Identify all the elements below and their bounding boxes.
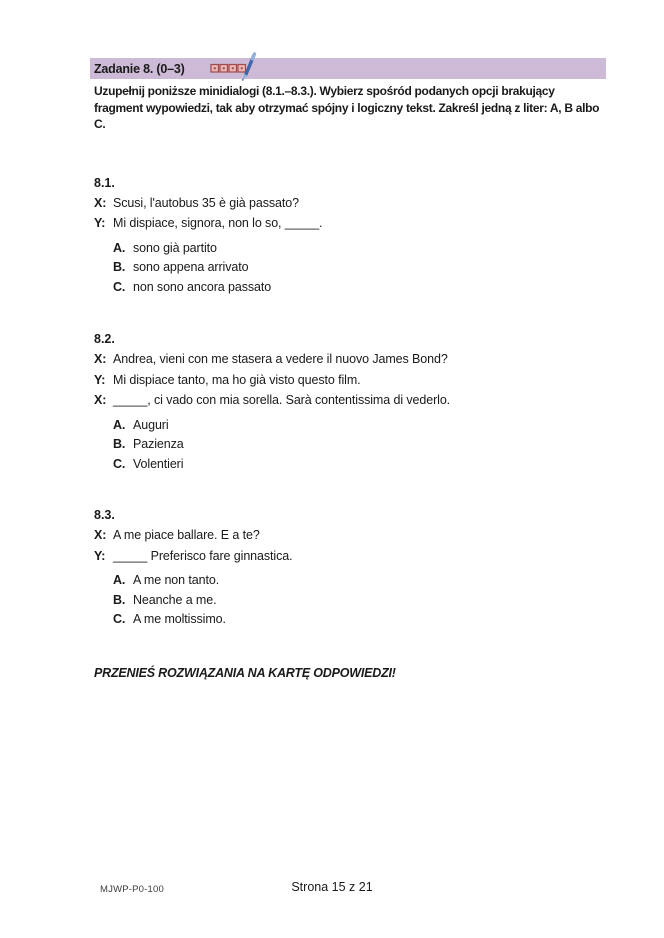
dialog-text: Mi dispiace, signora, non lo so, _____. <box>113 216 323 230</box>
option-text: non sono ancora passato <box>133 279 272 294</box>
option-text: Auguri <box>133 417 169 432</box>
options-list <box>113 571 606 630</box>
dialog-text: _____, ci vado con mia sorella. Sarà contentissima di vederlo. <box>113 393 451 407</box>
option-letter: C. <box>113 612 126 626</box>
option-text: A me moltissimo. <box>133 612 226 626</box>
option-letter: C. <box>113 456 126 471</box>
dialog-line <box>94 525 606 546</box>
dialog-text: A me piace ballare. E a te? <box>113 528 260 542</box>
option-row <box>113 416 606 436</box>
answer-boxes-icon <box>211 65 246 73</box>
option-row <box>113 239 606 259</box>
dialog-speaker-label: Y: <box>94 372 106 387</box>
dialog-speaker-label: X: <box>94 393 107 407</box>
option-letter: C. <box>113 279 126 294</box>
dialog-speaker-label: X: <box>94 352 107 366</box>
dialog-text: Mi dispiace tanto, ma ho già visto questo film. <box>113 372 361 387</box>
dialog-speaker-label: X: <box>94 528 107 542</box>
option-text: sono già partito <box>133 240 217 255</box>
option-letter: B. <box>113 592 126 607</box>
answer-mark-icon <box>209 51 257 81</box>
option-letter: B. <box>113 260 126 274</box>
option-text: sono appena arrivato <box>133 260 249 274</box>
dialog-line <box>94 349 606 370</box>
dialog-text: _____ Preferisco fare ginnastica. <box>113 548 293 563</box>
question-number: 8.3. <box>94 508 115 522</box>
option-row <box>113 610 606 630</box>
option-row <box>113 591 606 611</box>
dialog-speaker-label: Y: <box>94 216 106 230</box>
dialog-speaker-label: X: <box>94 195 107 210</box>
exam-code: MJWP-P0-100 <box>100 884 164 895</box>
option-letter: A. <box>113 240 126 255</box>
option-text: A me non tanto. <box>133 573 220 587</box>
page-indicator: Strona 15 z 21 <box>291 880 373 894</box>
dialog-text: Andrea, vieni con me stasera a vedere il nuovo James Bond? <box>113 352 448 366</box>
task-header-bar <box>90 58 606 79</box>
question-8-3 <box>94 505 606 630</box>
option-text: Neanche a me. <box>133 592 217 607</box>
dialog-line <box>94 370 606 391</box>
option-row <box>113 278 606 298</box>
option-text: Pazienza <box>133 437 184 451</box>
dialog-line <box>94 390 606 411</box>
dialog-line <box>94 193 606 214</box>
task-instruction: Uzupełnij poniższe minidialogi (8.1.–8.3.). Wybierz spośród podanych opcji brakujący fragment wypowiedzi, tak aby otrzymać spójny i logiczny tekst. Zakreśl jedną z liter: A, B albo C. <box>94 84 600 131</box>
option-letter: B. <box>113 437 126 451</box>
page-content <box>90 58 606 680</box>
question-number: 8.2. <box>94 332 115 346</box>
task-title: Zadanie 8. (0–3) <box>94 61 185 76</box>
option-row <box>113 571 606 591</box>
question-number: 8.1. <box>94 175 115 190</box>
dialog-text: Scusi, l'autobus 35 è già passato? <box>113 195 299 210</box>
option-row <box>113 258 606 278</box>
question-8-2 <box>94 329 606 474</box>
option-letter: A. <box>113 417 126 432</box>
options-list <box>113 416 606 475</box>
dialog-line <box>94 546 606 567</box>
option-row <box>113 435 606 455</box>
option-row <box>113 455 606 475</box>
option-text: Volentieri <box>133 456 184 471</box>
transfer-answers-note: PRZENIEŚ ROZWIĄZANIA NA KARTĘ ODPOWIEDZI! <box>94 665 396 680</box>
options-list <box>113 239 606 298</box>
option-letter: A. <box>113 573 126 587</box>
dialog-speaker-label: Y: <box>94 548 106 563</box>
dialog-line <box>94 213 606 234</box>
question-8-1 <box>94 173 606 298</box>
